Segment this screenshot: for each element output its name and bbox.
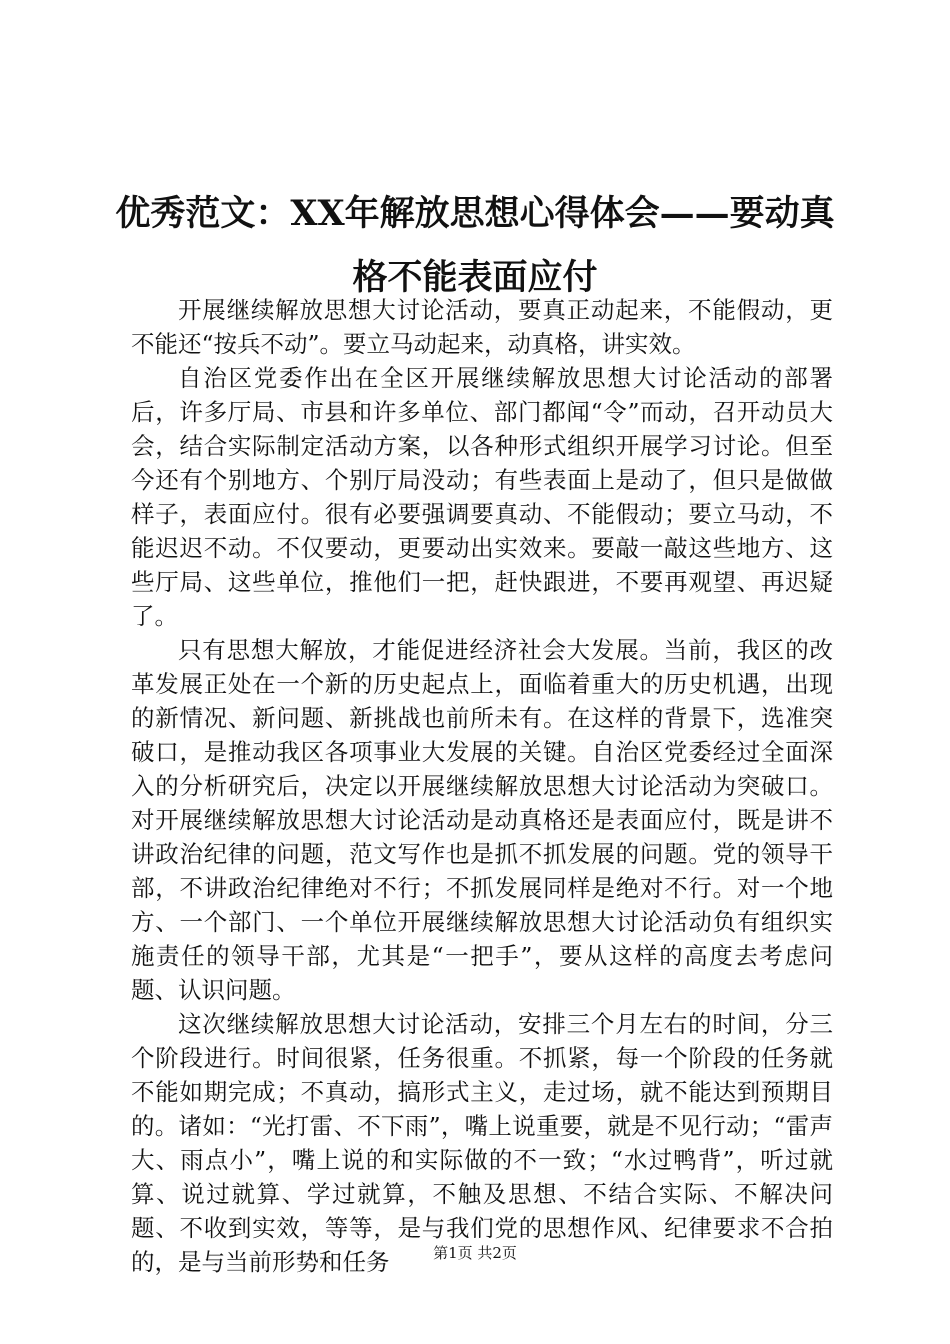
paragraph: 开展继续解放思想大讨论活动，要真正动起来，不能假动，更不能还“按兵不动”。要立马动起来，动真格，讲实效。: [131, 296, 833, 358]
paragraph: 只有思想大解放，才能促进经济社会大发展。当前，我区的改革发展正处在一个新的历史起点上，面临着重大的历史机遇，出现的新情况、新问题、新挑战也前所未有。在这样的背景下，选准突破口，是推动我区各项事业大发展的关键。自治区党委经过全面深入的分析研究后，决定以开展继续解放思想大讨论活动为突破口。对开展继续解放思想大讨论活动是动真格还是表面应付，既是讲不讲政治纪律的问题，范文写作也是抓不抓发展的问题。党的领导干部，不讲政治纪律绝对不行；不抓发展同样是绝对不行。对一个地方、一个部门、一个单位开展继续解放思想大讨论活动负有组织实施责任的领导干部，尤其是“一把手”，要从这样的高度去考虑问题、认识问题。: [131, 636, 833, 1004]
paragraph: 这次继续解放思想大讨论活动，安排三个月左右的时间，分三个阶段进行。时间很紧，任务很重。不抓紧，每一个阶段的任务就不能如期完成；不真动，搞形式主义，走过场，就不能达到预期目的。诸如：“光打雷、不下雨”，嘴上说重要，就是不见行动；“雷声大、雨点小”，嘴上说的和实际做的不一致；“水过鸭背”，听过就算、说过就算、学过就算，不触及思想、不结合实际、不解决问题、不收到实效，等等，是与我们党的思想作风、纪律要求不合拍的，是与当前形势和任务: [131, 1010, 833, 1276]
document-title: 优秀范文：XX年解放思想心得体会——要动真格不能表面应付: [115, 193, 835, 298]
document-body: [131, 293, 833, 1279]
paragraph: 自治区党委作出在全区开展继续解放思想大讨论活动的部署后，许多厅局、市县和许多单位、部门都闻“令”而动，召开动员大会，结合实际制定活动方案，以各种形式组织开展学习讨论。但至今还有个别地方、个别厅局没动；有些表面上是动了，但只是做做样子，表面应付。很有必要强调要真动、不能假动；要立马动，不能迟迟不动。不仅要动，更要动出实效来。要敲一敲这些地方、这些厅局、这些单位，推他们一把，赶快跟进，不要再观望、再迟疑了。: [131, 364, 833, 630]
page-number-footer: 第1页 共2页: [433, 1244, 517, 1262]
